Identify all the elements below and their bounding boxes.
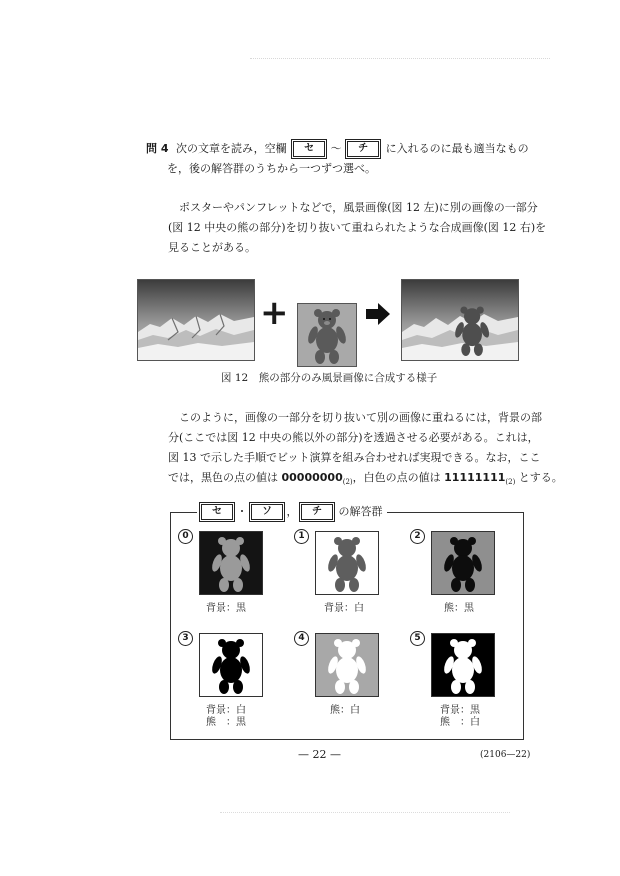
paragraph2-last-mid: ，白色の点の値は <box>352 471 445 484</box>
bleed-through-top <box>250 58 550 65</box>
option-2-label-1: 熊：黒 <box>444 603 474 614</box>
question-intro: 次の文章を読み，空欄 <box>175 142 287 155</box>
paragraph1-line-2: (図 12 中央の熊の部分)を切り抜いて重ねられたような合成画像(図 12 右)を <box>168 221 547 234</box>
composite-photo <box>401 279 519 361</box>
option-2-number: 2 <box>410 529 425 544</box>
white-value: 11111111 <box>444 471 506 484</box>
paragraph2-line-2: 分(ここでは図 12 中央の熊以外の部分)を透過させる必要がある。これは， <box>168 431 539 444</box>
paragraph2-last-post: とする。 <box>515 471 563 484</box>
answer-box-se: セ <box>201 504 233 520</box>
option-3-image[interactable] <box>199 633 263 697</box>
option-1-label-1: 背景：白 <box>324 603 364 614</box>
paragraph2-last-pre: では，黒色の点の値は <box>168 471 282 484</box>
option-1-number: 1 <box>294 529 309 544</box>
paragraph2-line-3: 図 13 で示した手順でビット演算を組み合わせれば実現できる。なお，ここ <box>168 451 541 464</box>
option-3-label-2: 熊 ：黒 <box>206 717 246 728</box>
option-0-label-1: 背景：黒 <box>206 603 246 614</box>
option-2-image[interactable] <box>431 531 495 595</box>
option-0-number: 0 <box>178 529 193 544</box>
option-0-image[interactable] <box>199 531 263 595</box>
option-4-label-1: 熊：白 <box>330 705 360 716</box>
option-3-label-1: 背景：白 <box>206 705 246 716</box>
blank-box-se: セ <box>293 141 325 157</box>
option-5-image[interactable] <box>431 633 495 697</box>
option-3-number: 3 <box>178 631 193 646</box>
answer-sep-1: ・ <box>236 505 248 518</box>
option-5-label-1: 背景：黒 <box>440 705 480 716</box>
black-value: 00000000 <box>281 471 343 484</box>
option-4-image[interactable] <box>315 633 379 697</box>
exam-code: (2106—22) <box>480 750 531 760</box>
question-intro-tail: に入れるのに最も適当なもの <box>385 142 529 155</box>
question-line-2: を，後の解答群のうちから一つずつ選べ。 <box>167 162 376 175</box>
option-5-number: 5 <box>410 631 425 646</box>
answer-group-suffix: の解答群 <box>338 505 383 518</box>
arrow-right-icon <box>366 303 390 329</box>
paragraph2-line-4 <box>168 469 563 491</box>
option-5-label-2: 熊 ：白 <box>440 717 480 728</box>
paragraph2-line-1: このように，画像の一部分を切り抜いて別の画像に重ねるには，背景の部 <box>179 411 542 424</box>
bleed-through-bottom <box>220 812 510 819</box>
option-4-number: 4 <box>294 631 309 646</box>
figure12-caption: 図 12 熊の部分のみ風景画像に合成する様子 <box>221 372 438 384</box>
answer-box-so: ソ <box>251 504 283 520</box>
question-number: 問 4 <box>146 142 169 155</box>
range-separator: 〜 <box>330 142 342 155</box>
page-number: — 22 — <box>298 748 341 761</box>
white-value-base: (2) <box>505 478 516 487</box>
answer-group-title <box>197 503 387 520</box>
blank-box-chi: チ <box>347 141 379 157</box>
paragraph1-line-3: 見ることがある。 <box>168 241 256 254</box>
black-value-base: (2) <box>342 478 353 487</box>
plus-sign: + <box>260 293 289 333</box>
bear-photo <box>297 303 357 367</box>
answer-sep-2: ， <box>286 505 298 518</box>
paragraph1-line-1: ポスターやパンフレットなどで，風景画像(図 12 左)に別の画像の一部分 <box>179 201 538 214</box>
answer-box-chi: チ <box>301 504 333 520</box>
question-line-1 <box>146 140 529 157</box>
landscape-photo <box>137 279 255 361</box>
option-1-image[interactable] <box>315 531 379 595</box>
